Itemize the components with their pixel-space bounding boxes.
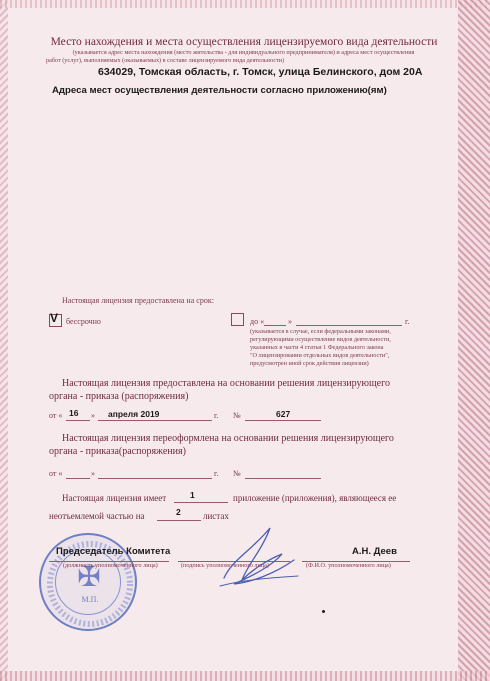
location-heading: Место нахождения и места осуществления лицензируемого вида деятельности bbox=[50, 36, 438, 48]
seal-mp: М.П. bbox=[81, 595, 99, 604]
term-note-1: (указывается в случае, если федеральными законами, bbox=[250, 328, 391, 335]
decorative-border-right bbox=[458, 0, 490, 681]
attachments-sheets: 2 bbox=[176, 507, 181, 517]
term-note-4: "О лицензировании отдельных видов деятельности", bbox=[250, 352, 390, 359]
reissue-month-line bbox=[98, 478, 212, 479]
reissue-ot: от « bbox=[49, 469, 63, 478]
indefinite-label: бессрочно bbox=[66, 317, 101, 326]
basis-day-line bbox=[66, 420, 90, 421]
basis-number: 627 bbox=[276, 409, 291, 419]
term-label: Настоящая лицензия предоставлена на срок: bbox=[62, 296, 214, 305]
basis-ot: от « bbox=[49, 411, 63, 420]
attachments-text-a: Настоящая лицензия имеет bbox=[62, 493, 167, 503]
until-quote-close: » bbox=[288, 317, 292, 326]
reissue-quote-close: » bbox=[91, 469, 95, 478]
basis-month-line bbox=[98, 420, 212, 421]
term-note-5: предусмотрен иной срок действия лицензии) bbox=[250, 360, 369, 367]
signer-name: А.Н. Деев bbox=[352, 546, 397, 557]
location-note-1: (указывается адрес места нахождения (место жительства - для индивидуального предпринимателя) и адреса мест осуществления bbox=[72, 49, 415, 56]
reissue-number-line bbox=[245, 478, 321, 479]
decorative-border-top bbox=[0, 0, 490, 8]
signer-position: Председатель Комитета bbox=[56, 546, 171, 557]
decorative-border-left bbox=[0, 0, 8, 681]
attachments-text-b: приложение (приложения), являющееся ее bbox=[233, 493, 397, 503]
basis-number-line bbox=[245, 420, 321, 421]
decorative-border-bottom bbox=[0, 671, 490, 681]
basis-text-2: органа - приказа (распоряжения) bbox=[49, 391, 189, 402]
name-caption: (Ф.И.О. уполномоченного лица) bbox=[306, 562, 391, 569]
term-note-3: указанных в части 4 статьи 1 Федерального закона bbox=[250, 344, 384, 351]
until-year-suffix: г. bbox=[405, 317, 410, 326]
basis-day: 16 bbox=[69, 408, 79, 418]
reissue-day-line bbox=[66, 478, 90, 479]
main-address: 634029, Томская область, г. Томск, улица Белинского, дом 20А bbox=[98, 66, 423, 78]
reissue-g: г. bbox=[214, 469, 219, 478]
indefinite-check-mark: V bbox=[50, 311, 59, 325]
addresses-per-appendix: Адреса мест осуществления деятельности согласно приложению(ям) bbox=[52, 85, 387, 96]
coat-of-arms-icon: ✠ bbox=[77, 562, 101, 593]
reissue-text-2: органа - приказа(распоряжения) bbox=[49, 446, 186, 457]
attachments-count-line bbox=[174, 502, 228, 503]
basis-g: г. bbox=[214, 411, 219, 420]
attachments-count: 1 bbox=[190, 490, 195, 500]
until-prefix: до « bbox=[250, 317, 265, 326]
handwritten-signature bbox=[212, 520, 302, 600]
ink-dot bbox=[322, 610, 325, 613]
attachments-text-d: листах bbox=[203, 511, 229, 521]
basis-text-1: Настоящая лицензия предоставлена на основании решения лицензирующего bbox=[62, 378, 390, 389]
basis-month-year: апреля 2019 bbox=[108, 409, 160, 419]
sign-caption: (подпись уполномоченного лица) bbox=[181, 562, 269, 569]
basis-quote-close: » bbox=[91, 411, 95, 420]
term-note-2: регулирующими осуществление видов деятельности, bbox=[250, 336, 391, 343]
location-note-2: работ (услуг), выполняемых (оказываемых) в составе лицензируемого вида деятельности) bbox=[46, 57, 285, 64]
reissue-number-sign: № bbox=[233, 469, 241, 478]
until-date-checkbox[interactable] bbox=[231, 313, 244, 326]
until-month-line bbox=[296, 325, 402, 326]
position-caption: (должность уполномоченного лица) bbox=[63, 562, 158, 569]
background-watermark bbox=[90, 108, 420, 178]
basis-number-sign: № bbox=[233, 411, 241, 420]
attachments-text-c: неотъемлемой частью на bbox=[49, 511, 145, 521]
until-day-line bbox=[264, 325, 286, 326]
attachments-sheets-line bbox=[157, 520, 201, 521]
reissue-text-1: Настоящая лицензия переоформлена на основании решения лицензирующего bbox=[62, 433, 394, 444]
